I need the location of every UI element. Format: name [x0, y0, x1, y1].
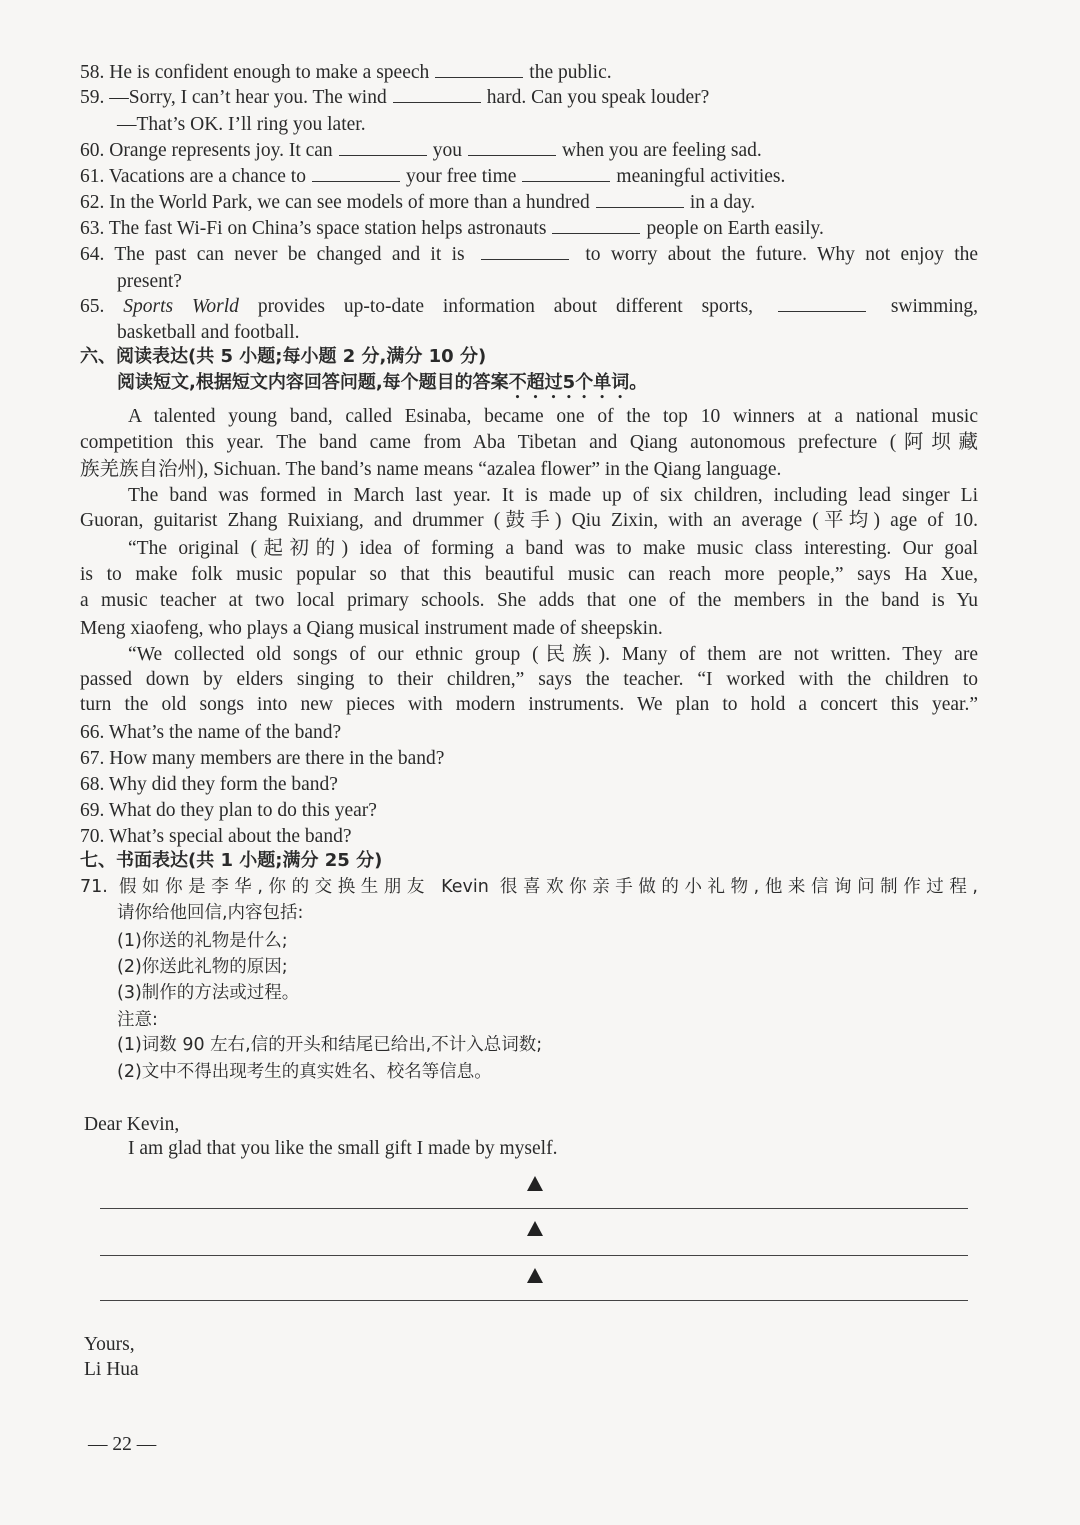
answer-blank[interactable]	[552, 215, 640, 234]
text-line	[117, 1032, 542, 1058]
text-line	[80, 798, 377, 824]
text-line	[84, 1112, 179, 1138]
text-segment: 七、书面表达(共 1 小题;满分 25 分)	[80, 850, 383, 871]
text-segment: 64. The past can never be changed and it is	[80, 244, 465, 265]
writing-marker-icon	[527, 1268, 543, 1283]
text-segment: 68. Why did they form the band?	[80, 774, 338, 795]
text-segment: Li Hua	[84, 1359, 139, 1380]
text-segment: 59. —Sorry, I can’t hear you. The wind	[80, 87, 387, 108]
text-segment: A talented young band, called Esinaba, became one of the top 10 winners at a national music	[128, 406, 978, 427]
text-segment: 62. In the World Park, we can see models of more than a hundred	[80, 192, 590, 213]
text-segment: 63. The fast Wi-Fi on China’s space station helps astronauts	[80, 218, 547, 239]
text-line	[117, 1059, 492, 1085]
text-line	[80, 588, 978, 614]
text-line	[80, 720, 341, 746]
text-segment: Guoran, guitarist Zhang Ruixiang, and drummer (鼓手) Qiu Zixin, with an average (平均) age of 10.	[80, 510, 978, 531]
text-segment: 71. 假如你是李华,你的交换生朋友 Kevin 很喜欢你亲手做的小礼物,他来信询问制作过程,	[80, 877, 978, 897]
answer-blank[interactable]	[596, 189, 684, 208]
text-line	[80, 215, 824, 242]
text-line	[128, 536, 978, 562]
text-segment: 67. How many members are there in the band?	[80, 748, 445, 769]
text-segment: meaningful activities.	[616, 166, 786, 187]
text-segment: present?	[117, 271, 182, 292]
answer-blank[interactable]	[468, 137, 556, 156]
text-segment: —That’s OK. I’ll ring you later.	[117, 114, 366, 135]
text-segment: (2)文中不得出现考生的真实姓名、校名等信息。	[117, 1062, 492, 1082]
text-segment: 六、阅读表达(共 5 小题;每小题 2 分,满分 10 分)	[80, 346, 487, 367]
text-segment: turn the old songs into new pieces with modern instruments. We plan to hold a concert this year.”	[80, 694, 978, 715]
text-line	[80, 824, 351, 850]
answer-blank[interactable]	[435, 59, 523, 78]
text-segment: basketball and football.	[117, 322, 300, 343]
text-segment: 69. What do they plan to do this year?	[80, 800, 377, 821]
text-segment: your free time	[405, 166, 517, 187]
text-line	[80, 562, 978, 588]
emphasis-text: 不超过5个单词	[508, 372, 630, 393]
text-line	[80, 746, 444, 772]
text-line	[117, 928, 288, 954]
text-segment: I am glad that you like the small gift I made by myself.	[128, 1138, 558, 1159]
text-line	[80, 874, 978, 900]
text-segment: 请你给他回信,内容包括:	[117, 903, 304, 923]
text-line	[80, 772, 338, 798]
text-segment: 族羌族自治州), Sichuan. The band’s name means “azalea flower” in the Qiang language.	[80, 459, 782, 480]
text-line	[128, 1136, 557, 1162]
writing-marker-icon	[527, 1221, 543, 1236]
text-segment: a music teacher at two local primary schools. She adds that one of the members in the band is Yu	[80, 590, 978, 611]
text-segment: the public.	[529, 62, 612, 83]
text-segment: 70. What’s special about the band?	[80, 826, 352, 847]
text-segment: 60. Orange represents joy. It can	[80, 140, 333, 161]
text-segment: 61. Vacations are a chance to	[80, 166, 306, 187]
text-line	[80, 293, 978, 319]
answer-blank[interactable]	[312, 163, 400, 182]
text-segment: — 22 —	[88, 1434, 157, 1455]
writing-line[interactable]	[100, 1208, 968, 1209]
magazine-title: Sports World	[123, 296, 239, 317]
writing-line[interactable]	[100, 1255, 968, 1256]
text-segment: 58. He is confident enough to make a speech	[80, 62, 430, 83]
text-line	[80, 189, 755, 216]
text-segment: 65.	[80, 296, 124, 317]
text-segment: (2)你送此礼物的原因;	[117, 957, 288, 977]
text-line	[80, 667, 978, 693]
text-segment: provides up-to-date information about different sports,	[257, 296, 754, 317]
text-line	[80, 163, 785, 190]
text-line	[80, 137, 762, 164]
text-line	[117, 370, 647, 403]
text-segment: Meng xiaofeng, who plays a Qiang musical instrument made of sheepskin.	[80, 618, 663, 639]
text-line	[80, 241, 978, 267]
text-line	[128, 642, 978, 668]
answer-blank[interactable]	[393, 84, 481, 103]
text-segment: 。	[629, 372, 648, 393]
text-line	[117, 112, 366, 138]
text-line	[80, 848, 382, 874]
text-line	[117, 1007, 158, 1033]
text-line	[80, 430, 978, 456]
answer-blank[interactable]	[481, 241, 569, 260]
text-segment: The band was formed in March last year. It is made up of six children, including lead singer Li	[128, 485, 978, 506]
text-segment: is to make folk music popular so that this beautiful music can reach more people,” says Ha Xue,	[80, 564, 978, 585]
text-segment: Dear Kevin,	[84, 1114, 180, 1135]
text-line	[128, 404, 978, 430]
text-segment: hard. Can you speak louder?	[486, 87, 710, 108]
text-segment: to worry about the future. Why not enjoy the	[585, 244, 978, 265]
text-segment: Yours,	[84, 1334, 135, 1355]
text-line	[128, 483, 978, 509]
text-segment: swimming,	[890, 296, 978, 317]
text-segment: (3)制作的方法或过程。	[117, 983, 300, 1003]
text-segment: 阅读短文,根据短文内容回答问题,每个题目的答案	[117, 372, 509, 393]
text-line	[117, 320, 300, 346]
text-segment: in a day.	[689, 192, 756, 213]
text-segment: 注意:	[117, 1010, 158, 1030]
text-segment: passed down by elders singing to their children,” says the teacher. “I worked with the children to	[80, 669, 978, 690]
text-line	[117, 980, 299, 1006]
answer-blank[interactable]	[522, 163, 610, 182]
text-line	[80, 508, 978, 534]
text-line	[117, 954, 288, 980]
text-line	[84, 1357, 139, 1383]
text-line	[117, 269, 182, 295]
text-line	[84, 1332, 135, 1358]
text-segment: people on Earth easily.	[646, 218, 824, 239]
answer-blank[interactable]	[339, 137, 427, 156]
text-line	[117, 900, 303, 926]
text-segment: when you are feeling sad.	[561, 140, 762, 161]
page-number	[88, 1432, 156, 1458]
text-line	[80, 457, 781, 483]
text-segment: (1)词数 90 左右,信的开头和结尾已给出,不计入总词数;	[117, 1035, 543, 1055]
text-segment: “We collected old songs of our ethnic group (民族). Many of them are not written. They are	[128, 644, 978, 665]
text-line	[80, 59, 612, 86]
writing-line[interactable]	[100, 1300, 968, 1301]
text-line	[80, 84, 709, 111]
text-segment: you	[432, 140, 462, 161]
text-segment: 66. What’s the name of the band?	[80, 722, 342, 743]
text-line	[80, 344, 486, 370]
text-segment: competition this year. The band came from Aba Tibetan and Qiang autonomous prefecture (阿坝藏	[80, 432, 978, 453]
writing-marker-icon	[527, 1176, 543, 1191]
answer-blank[interactable]	[778, 293, 866, 312]
text-line	[80, 616, 663, 642]
text-segment: (1)你送的礼物是什么;	[117, 931, 288, 951]
text-segment: “The original (起初的) idea of forming a band was to make music class interesting. Our goal	[128, 538, 978, 559]
text-line	[80, 692, 978, 718]
